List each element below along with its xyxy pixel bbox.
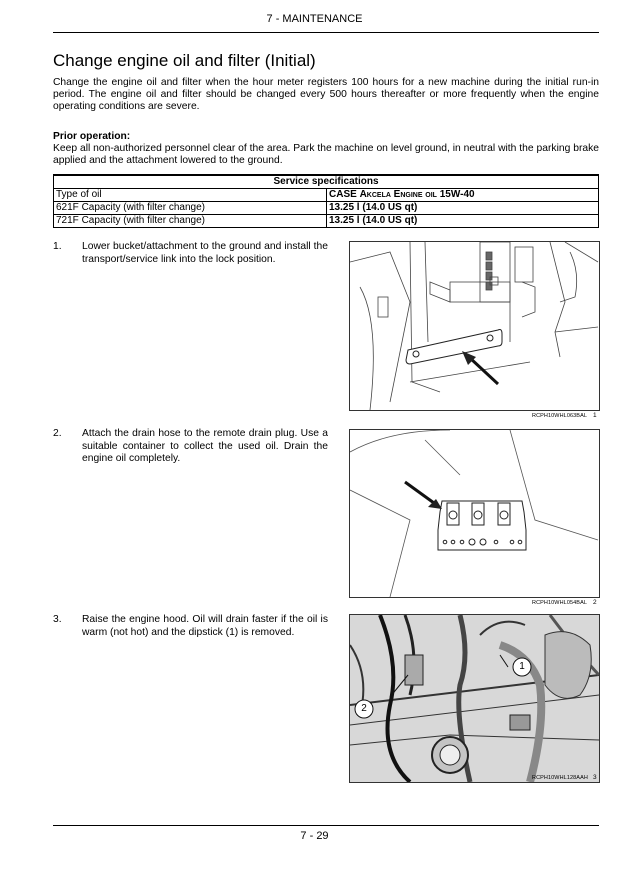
figure-number: 3 (593, 774, 597, 781)
step-number: 1. (53, 241, 62, 252)
remote-drain-illustration (350, 430, 599, 597)
figure-code: RCPH10WHL063BAL (532, 413, 587, 419)
step-text: Attach the drain hose to the remote drain plug. Use a suitable container to collect the used oil. Drain the engine oil completely. (82, 428, 328, 464)
figure-remote-drain (349, 429, 600, 598)
transport-link-illustration (350, 242, 599, 410)
step-number: 3. (53, 614, 62, 625)
page-number: 7 - 29 (300, 830, 329, 842)
table-heading: Service specifications (54, 175, 599, 189)
callout-1-label: 1 (519, 661, 525, 672)
spec-label: 721F Capacity (with filter change) (54, 215, 327, 228)
step-text: Raise the engine hood. Oil will drain faster if the oil is warm (not hot) and the dipstick (1) is removed. (82, 614, 328, 638)
service-spec-table (53, 174, 599, 228)
section-header: 7 - MAINTENANCE (266, 13, 363, 25)
figure-number: 1 (593, 412, 597, 419)
callout-2-label: 2 (361, 703, 367, 714)
table-row (54, 202, 599, 215)
page-title: Change engine oil and filter (Initial) (53, 51, 316, 70)
spec-value (327, 189, 599, 202)
figure-transport-link (349, 241, 600, 411)
figure-engine-compartment (349, 614, 600, 783)
footer-rule (53, 825, 599, 826)
spec-value-product: Akcela Engine oil (359, 189, 437, 200)
table-row (54, 189, 599, 202)
intro-paragraph: Change the engine oil and filter when the hour meter registers 100 hours for a new machine during the initial run-in period. The engine oil and filter should be changed every 500 hours thereafter or more frequently when the engine operating conditions are severe. (53, 77, 599, 113)
spec-value-brand: CASE (329, 189, 360, 200)
figure-number: 2 (593, 599, 597, 606)
step-number: 2. (53, 428, 62, 439)
header-rule (53, 32, 599, 33)
spec-label: 621F Capacity (with filter change) (54, 202, 327, 215)
table-header-row (54, 175, 599, 189)
table-row (54, 215, 599, 228)
prior-operation-text: Keep all non-authorized personnel clear of the area. Park the machine on level ground, in neutral with the parking brake applied and the attachment lowered to the ground. (53, 143, 599, 167)
spec-value: 13.25 l (14.0 US qt) (327, 202, 599, 215)
prior-operation-heading: Prior operation: (53, 131, 131, 142)
spec-value: 13.25 l (14.0 US qt) (327, 215, 599, 228)
spec-label: Type of oil (54, 189, 327, 202)
figure-code: RCPH10WHL054BAL (532, 600, 587, 606)
figure-code: RCPH10WHL128AAH (532, 775, 588, 781)
step-text: Lower bucket/attachment to the ground and install the transport/service link into the lock position. (82, 241, 328, 265)
spec-value-grade: 15W-40 (436, 189, 475, 200)
engine-compartment-illustration (350, 615, 599, 782)
